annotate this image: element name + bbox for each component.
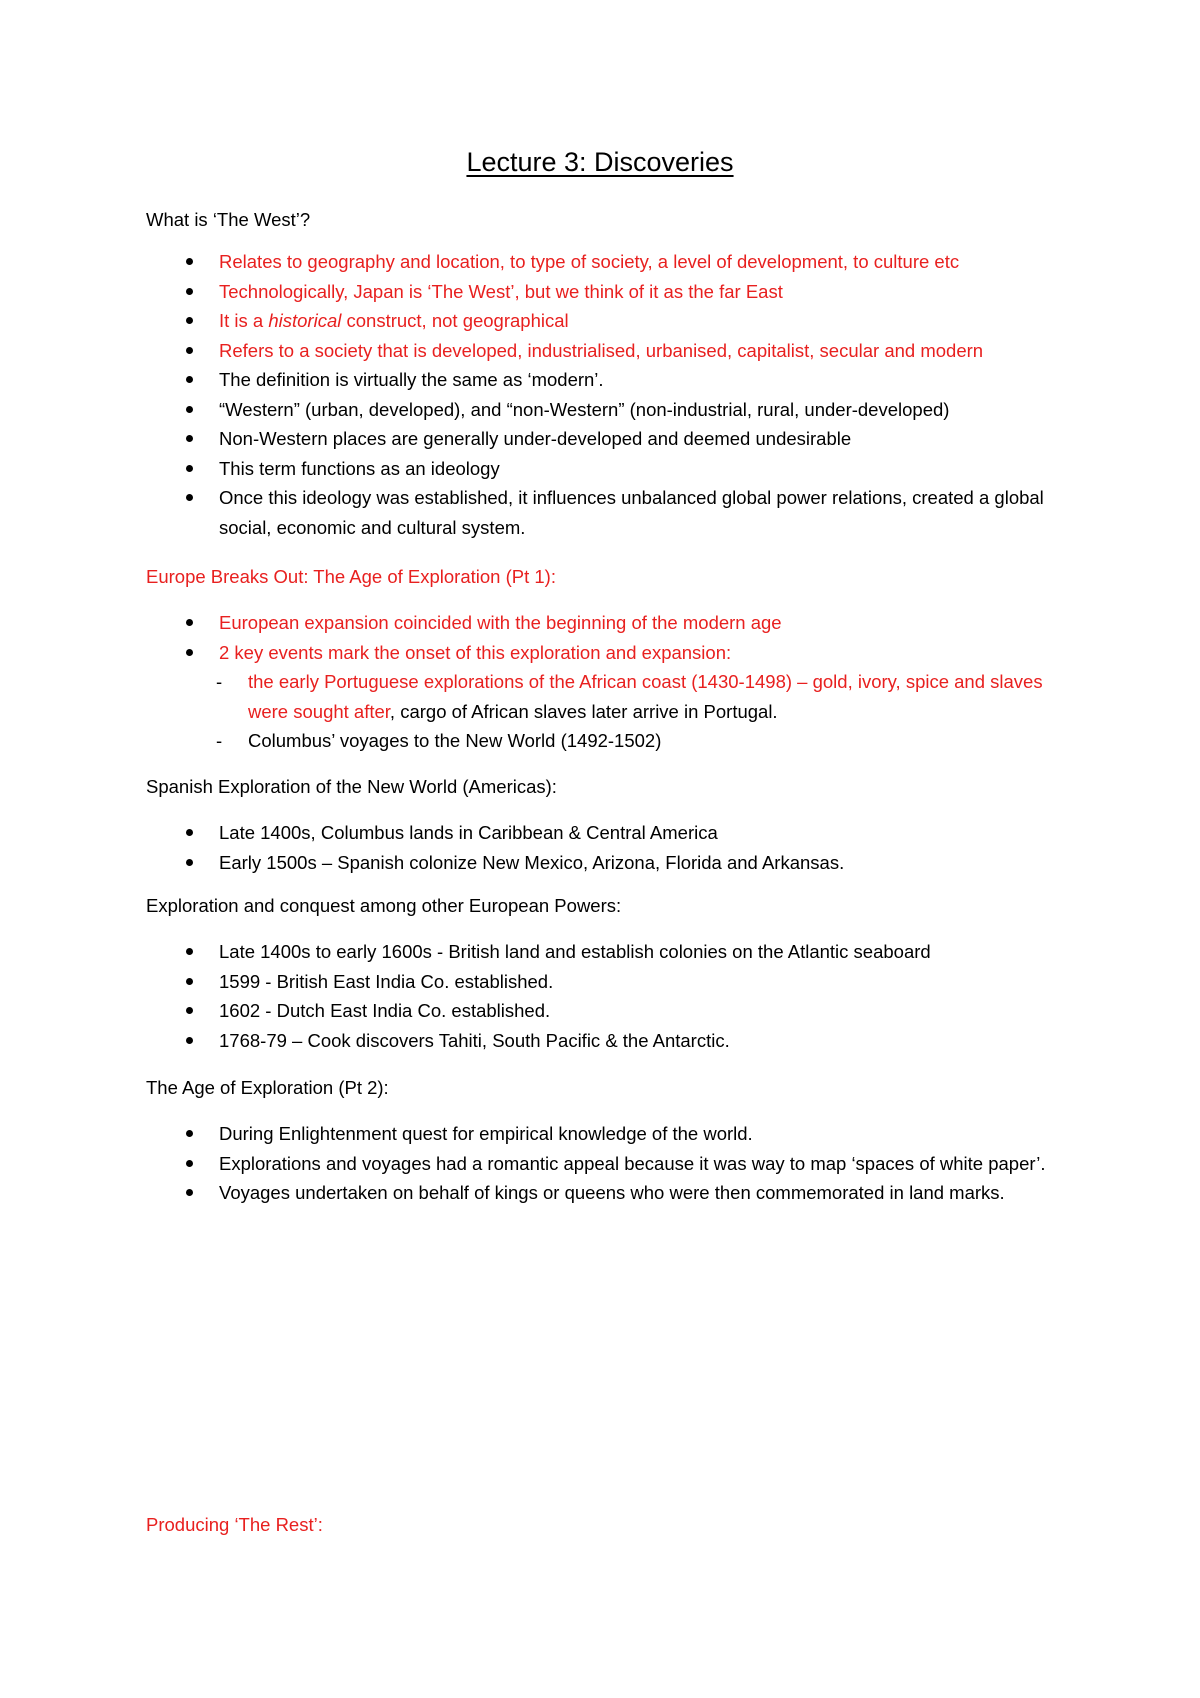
list-item-text: 1768-79 – Cook discovers Tahiti, South Pacific & the Antarctic. — [219, 1029, 730, 1051]
bullet-icon — [186, 859, 193, 866]
list-item — [146, 483, 1086, 542]
bullet-icon — [186, 406, 193, 413]
bullet-list — [146, 818, 1086, 877]
section-spanish-exploration — [146, 772, 1086, 877]
list-item-text: This term functions as an ideology — [219, 457, 500, 479]
bullet-icon — [186, 619, 193, 626]
list-item — [146, 1149, 1086, 1179]
list-item — [146, 306, 1086, 336]
list-item-text: Once this ideology was established, it influences unbalanced global power relations, created a global social, economic and cultural system. — [219, 487, 1044, 538]
section-heading: What is ‘The West’? — [146, 209, 311, 230]
list-item-text: 2 key events mark the onset of this exploration and expansion: — [219, 641, 732, 663]
section-heading: The Age of Exploration (Pt 2): — [146, 1077, 389, 1098]
list-item-text: Non-Western places are generally under-developed and deemed undesirable — [219, 428, 852, 449]
bullet-icon — [186, 435, 193, 442]
bullet-list — [146, 247, 1086, 542]
list-item-text: Voyages undertaken on behalf of kings or queens who were then commemorated in land marks. — [219, 1182, 1005, 1203]
section-heading: Europe Breaks Out: The Age of Exploration (Pt 1): — [146, 566, 556, 587]
list-item — [146, 1026, 1086, 1056]
section-other-european-powers — [146, 891, 1086, 1055]
list-item-text: “Western” (urban, developed), and “non-Western” (non-industrial, rural, under-developed) — [219, 398, 950, 420]
list-item-text: During Enlightenment quest for empirical knowledge of the world. — [219, 1123, 753, 1144]
list-item-text: 1599 - British East India Co. established. — [219, 970, 554, 992]
bullet-icon — [186, 1037, 193, 1044]
list-item — [146, 937, 1086, 967]
bullet-icon — [186, 948, 193, 955]
list-item-text: The definition is virtually the same as ‘modern’. — [219, 369, 604, 390]
list-item — [146, 608, 1086, 638]
dash-icon: - — [216, 730, 223, 751]
list-item — [146, 277, 1086, 307]
list-item-text: Explorations and voyages had a romantic appeal because it was way to map ‘spaces of white paper’. — [219, 1152, 1046, 1174]
list-item-text: European expansion coincided with the beginning of the modern age — [219, 612, 782, 633]
list-item-emphasis: historical — [268, 310, 342, 331]
list-item-text-start: It is a — [219, 310, 269, 331]
list-item — [146, 967, 1086, 997]
bullet-icon — [186, 1160, 193, 1167]
page-title: Lecture 3: Discoveries — [466, 147, 734, 177]
bullet-icon — [186, 649, 193, 656]
list-item-text: Refers to a society that is developed, industrialised, urbanised, capitalist, secular and modern — [219, 339, 984, 361]
list-item-text: Early 1500s – Spanish colonize New Mexico, Arizona, Florida and Arkansas. — [219, 851, 845, 873]
list-item-text: Technologically, Japan is ‘The West’, but we think of it as the far East — [219, 280, 783, 302]
bullet-icon — [186, 288, 193, 295]
dash-sublist — [146, 667, 1086, 756]
list-item — [146, 638, 1086, 668]
list-item-text-end: construct, not geographical — [341, 310, 569, 331]
bullet-icon — [186, 347, 193, 354]
list-item-text: Late 1400s to early 1600s - British land and establish colonies on the Atlantic seaboard — [219, 941, 931, 962]
sublist-item — [146, 667, 1086, 726]
list-item — [146, 365, 1086, 395]
bullet-icon — [186, 376, 193, 383]
bullet-icon — [186, 494, 193, 501]
list-item — [146, 454, 1086, 484]
section-age-of-exploration-pt2 — [146, 1073, 1086, 1208]
list-item — [146, 996, 1086, 1026]
bullet-icon — [186, 258, 193, 265]
bullet-list — [146, 1119, 1086, 1208]
dash-icon: - — [216, 671, 223, 692]
section-europe-breaks-out — [146, 562, 1086, 756]
list-item — [146, 848, 1086, 878]
bullet-icon — [186, 317, 193, 324]
list-item — [146, 395, 1086, 425]
section-what-is-the-west — [146, 205, 1086, 542]
bullet-list — [146, 937, 1086, 1055]
sublist-item-red-text: the early Portuguese explorations of the African coast (1430-1498) – gold, ivory, spice and slaves were sought after — [248, 671, 1043, 722]
list-item-text: Relates to geography and location, to type of society, a level of development, to culture etc — [219, 251, 960, 272]
bullet-icon — [186, 465, 193, 472]
bullet-icon — [186, 1130, 193, 1137]
list-item-text: 1602 - Dutch East India Co. established. — [219, 1000, 551, 1021]
list-item — [146, 424, 1086, 454]
list-item — [146, 247, 1086, 277]
list-item — [146, 818, 1086, 848]
bullet-icon — [186, 1189, 193, 1196]
sublist-item — [146, 726, 1086, 756]
bullet-icon — [186, 978, 193, 985]
list-item — [146, 1119, 1086, 1149]
sublist-item-text: , cargo of African slaves later arrive in Portugal. — [389, 700, 778, 722]
list-item-text: Late 1400s, Columbus lands in Caribbean & Central America — [219, 822, 718, 843]
bullet-list — [146, 608, 1086, 667]
section-heading: Spanish Exploration of the New World (Americas): — [146, 776, 557, 797]
bullet-icon — [186, 829, 193, 836]
list-item — [146, 336, 1086, 366]
bullet-icon — [186, 1007, 193, 1014]
section-heading: Producing ‘The Rest’: — [146, 1514, 323, 1535]
section-producing-the-rest — [146, 1510, 1086, 1540]
section-heading: Exploration and conquest among other European Powers: — [146, 895, 622, 916]
list-item — [146, 1178, 1086, 1208]
sublist-item-text: Columbus’ voyages to the New World (1492-1502) — [248, 730, 662, 751]
